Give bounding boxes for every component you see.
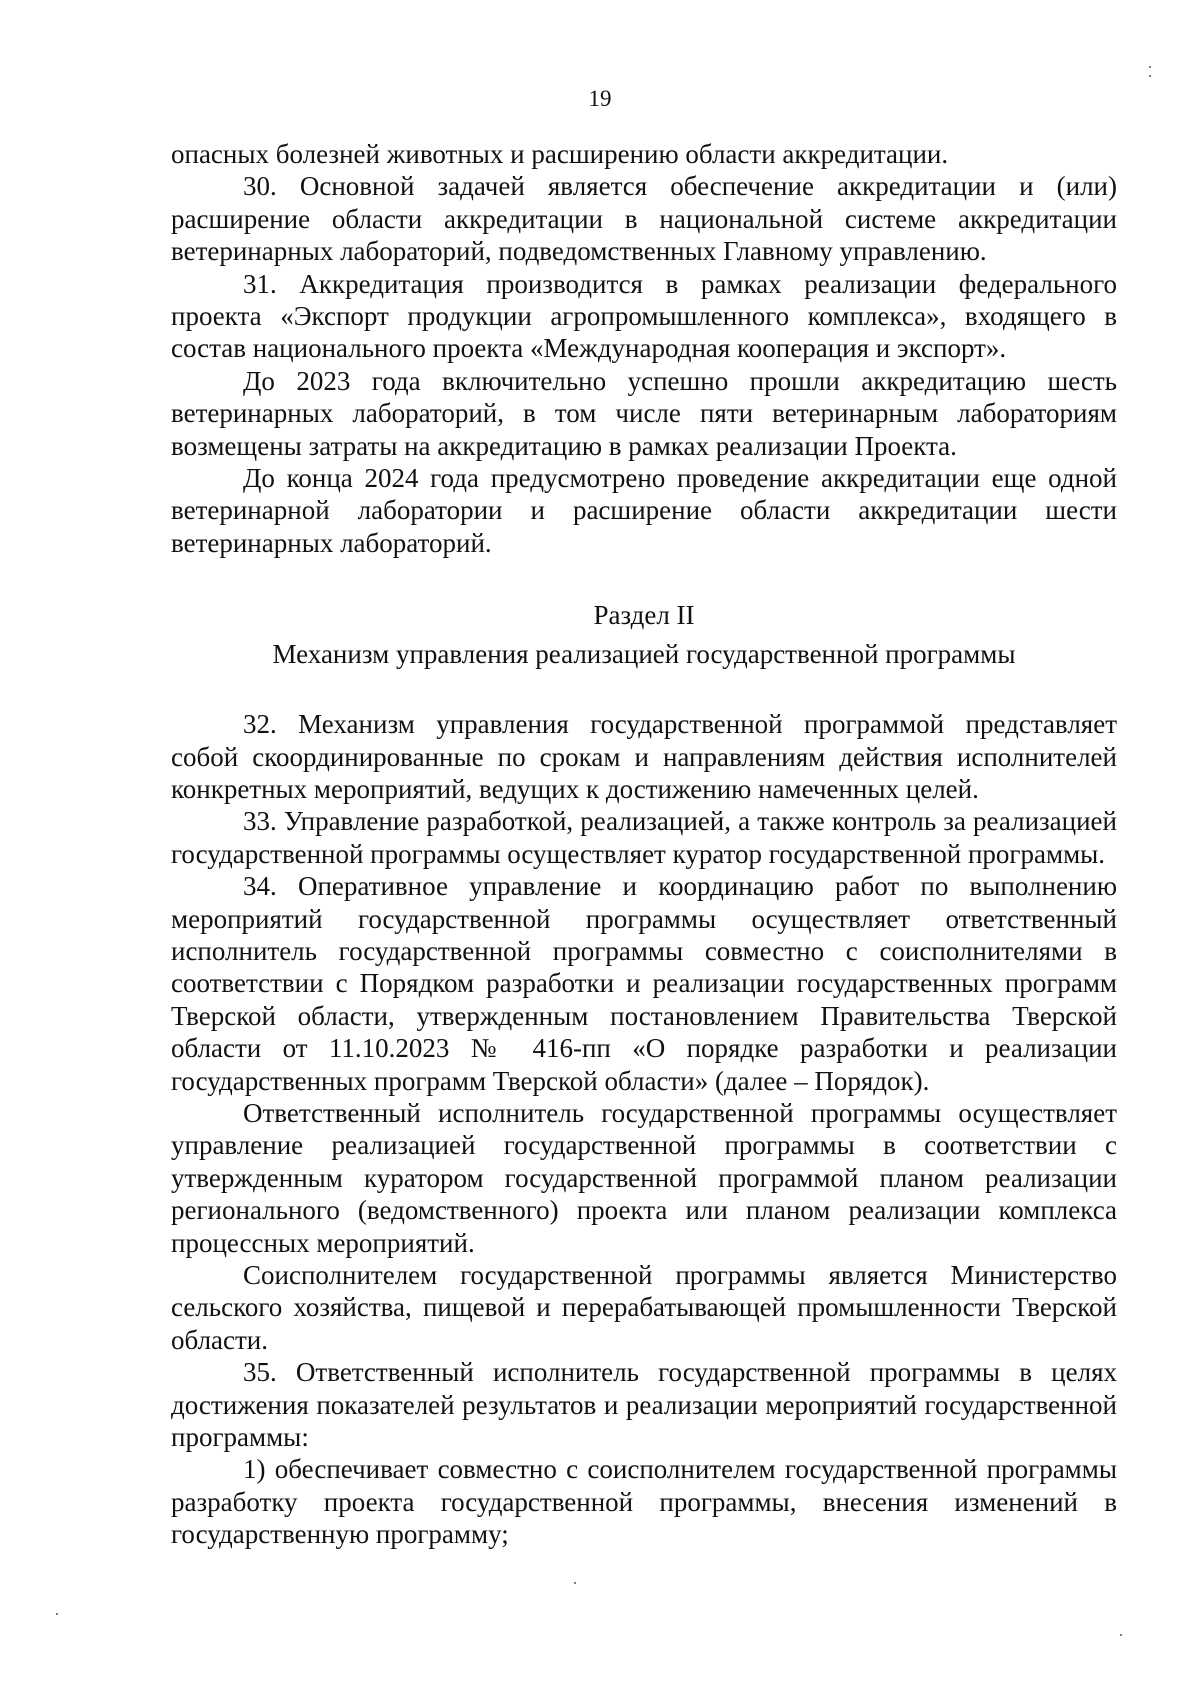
paragraph-31: 31. Аккредитация производится в рамках реализации федерального проекта «Экспорт продукции агропромышленного комплекса», входящего в состав национального проекта «Международная кооперация и экспорт». (171, 268, 1117, 364)
paragraph-32: 32. Механизм управления государственной программой представляет собой скоординированные по срокам и направлениям действия исполнителей конкретных мероприятий, ведущих к достижению намеченных целей. (171, 709, 1117, 804)
paragraph-34: 34. Оперативное управление и координацию работ по выполнению мероприятий государственной программы осуществляет ответственный исполнитель государственной программы совместно с соисполнителями в соответствии с Порядком разработки и реализации государственных программ Тверской области, утвержденным постановлением Правительства Тверской области от 11.10.2023 № 416-пп «О порядке разработки и реализации государственных программ Тверской области» (далее – Порядок). (171, 871, 1117, 1096)
scan-speck (1149, 75, 1151, 77)
document-body (171, 138, 1117, 1551)
paragraph-co-executor: Соисполнителем государственной программы является Министерство сельского хозяйства, пищевой и перерабатывающей промышленности Тверской области. (171, 1260, 1117, 1355)
scan-speck (1120, 1634, 1122, 1636)
paragraph-30: 30. Основной задачей является обеспечение аккредитации и (или) расширение области аккредитации в национальной системе аккредитации ветеринарных лабораторий, подведомственных Главному управлению. (171, 171, 1117, 267)
paragraph-33: 33. Управление разработкой, реализацией, а также контроль за реализацией государственной программы осуществляет куратор государственной программы. (171, 806, 1117, 869)
section-label: Раздел II (593, 600, 695, 631)
scan-speck (1149, 66, 1151, 68)
paragraph-accreditation-2024: До конца 2024 года предусмотрено проведение аккредитации еще одной ветеринарной лаборатории и расширение области аккредитации шести ветеринарных лабораторий. (171, 463, 1117, 558)
paragraph-35: 35. Ответственный исполнитель государственной программы в целях достижения показателей результатов и реализации мероприятий государственной программы: (171, 1357, 1117, 1453)
section-title: Механизм управления реализацией государственной программы (272, 638, 1016, 669)
scan-speck (574, 1582, 576, 1584)
scan-speck (56, 1613, 58, 1615)
page-number: 19 (588, 86, 612, 111)
paragraph-accreditation-2023: До 2023 года включительно успешно прошли аккредитацию шесть ветеринарных лабораторий, в том числе пяти ветеринарным лабораториям возмещены затраты на аккредитацию в рамках реализации Проекта. (171, 365, 1117, 461)
paragraph-responsible-executor: Ответственный исполнитель государственной программы осуществляет управление реализацией государственной программы в соответствии с утвержденным куратором государственной программой планом реализации регионального (ведомственного) проекта или планом реализации комплекса процессных мероприятий. (171, 1097, 1117, 1258)
paragraph-continuation: опасных болезней животных и расширению области аккредитации. (171, 139, 949, 169)
paragraph-35-item-1: 1) обеспечивает совместно с соисполнителем государственной программы разработку проекта государственной программы, внесения изменений в государственную программу; (171, 1454, 1117, 1550)
